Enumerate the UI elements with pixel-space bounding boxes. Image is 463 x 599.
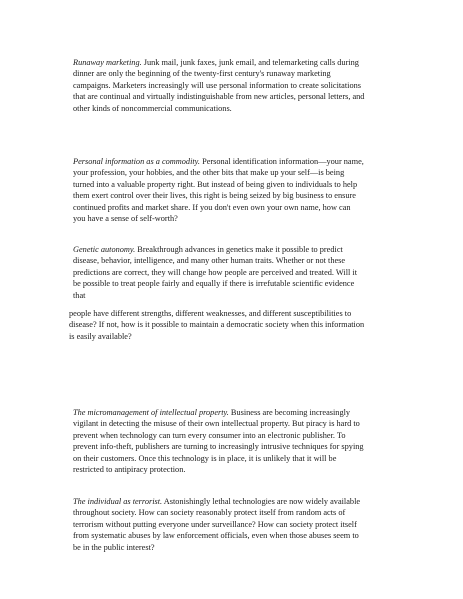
paragraph-line: disease, behavior, intelligence, and many other human traits. Whether or not these [73, 256, 346, 266]
paragraph-line: vigilant in detecting the misuse of their own intellectual property. But piracy is hard to [73, 419, 360, 429]
paragraph-line [73, 496, 360, 507]
paragraph-line: prevent info-theft, publishers are turning to increasingly intrusive techniques for spying [73, 442, 364, 452]
paragraph-line: predictions are correct, they will change how people are perceived and treated. Will it [73, 267, 358, 277]
paragraph-line: prevent when technology can turn every consumer into an electronic publisher. To [73, 430, 346, 440]
paragraph-genetic-autonomy-continued [69, 308, 364, 342]
paragraph-individual-as-terrorist [73, 496, 360, 553]
paragraph-text: Breakthrough advances in genetics make it possible to predict [135, 245, 343, 254]
paragraph-runaway-marketing [73, 57, 364, 114]
paragraph-genetic-autonomy [73, 244, 357, 301]
paragraph-text: Junk mail, junk faxes, junk email, and telemarketing calls during [141, 58, 359, 67]
paragraph-line: be possible to treat people fairly and equally if there is irrefutable scientific evidence [73, 279, 355, 289]
paragraph-intellectual-property [73, 407, 364, 475]
paragraph-line: disease? If not, how is it possible to maintain a democratic society when this information [69, 320, 365, 330]
paragraph-term: Personal information as a commodity. [73, 157, 200, 166]
paragraph-text: Astonishingly lethal technologies are now widely available [162, 497, 361, 506]
paragraph-line: on their customers. Once this technology is in place, it is unlikely that it will be [73, 453, 337, 463]
paragraph-line [73, 407, 364, 418]
paragraph-text: Personal identification information—your name, [200, 157, 364, 166]
paragraph-line: you have a sense of self-worth? [73, 214, 178, 224]
paragraph-line: be in the public interest? [73, 542, 155, 552]
paragraph-line: that are continual and virtually indistinguishable from new articles, personal letters, and [73, 92, 365, 102]
paragraph-line: campaigns. Marketers increasingly will use personal information to create solicitations [73, 80, 362, 90]
paragraph-term: The individual as terrorist. [73, 497, 163, 506]
paragraph-line: other kinds of noncommercial communications. [73, 103, 232, 113]
paragraph-term: Runaway marketing. [73, 58, 142, 67]
paragraph-line: from systematic abuses by law enforcement officials, even when those abuses seem to [73, 531, 359, 541]
paragraph-line [73, 57, 364, 68]
paragraph-line [73, 156, 364, 167]
paragraph-line: that [73, 290, 86, 300]
paragraph-line: people have different strengths, different weaknesses, and different susceptibilities to [69, 309, 352, 318]
paragraph-personal-information [73, 156, 364, 224]
paragraph-term: The micromanagement of intellectual property. [73, 408, 229, 417]
paragraph-line: them exert control over their lives, this right is being seized by big business to ensure [73, 191, 356, 201]
paragraph-term: Genetic autonomy. [73, 245, 136, 254]
paragraph-line: is easily available? [69, 331, 132, 341]
paragraph-line: turned into a valuable property right. But instead of being given to individuals to help [73, 179, 358, 189]
paragraph-line: throughout society. How can society reasonably protect itself from random acts of [73, 508, 346, 518]
paragraph-text: Business are becoming increasingly [228, 408, 351, 417]
paragraph-line: dinner are only the beginning of the twenty-first century's runaway marketing [73, 69, 331, 79]
paragraph-line [73, 244, 357, 255]
paragraph-line: continued profits and market share. If you don't even own your own name, how can [73, 202, 351, 212]
paragraph-line: your profession, your hobbies, and the other bits that make up your self—is being [73, 168, 345, 178]
paragraph-line: restricted to antipiracy protection. [73, 465, 186, 475]
paragraph-line: terrorism without putting everyone under surveillance? How can society protect itself [73, 519, 357, 529]
